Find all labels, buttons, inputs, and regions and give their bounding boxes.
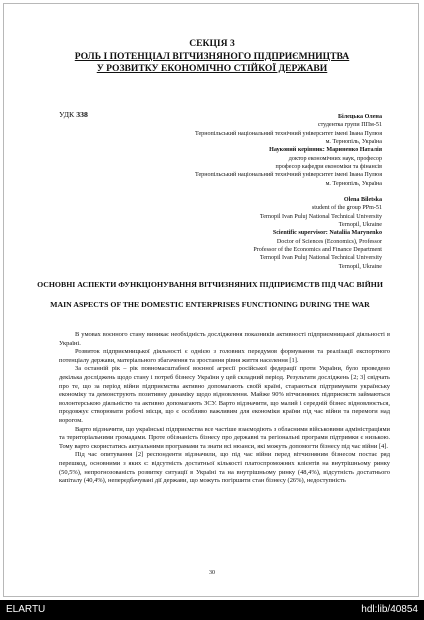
author-city: м. Тернопіль, Україна — [325, 139, 382, 146]
article-body — [59, 331, 390, 486]
supervisor-position: професор кафедри економіки та фінансів — [275, 164, 382, 171]
footer-handle: hdl:lib/40854 — [361, 604, 418, 615]
footer-bar — [0, 600, 424, 620]
section-title-line-1: РОЛЬ І ПОТЕНЦІАЛ ВІТЧИЗНЯНОГО ПІДПРИЄМНИЦТВА — [74, 51, 350, 62]
article-title-en: MAIN ASPECTS OF THE DOMESTIC ENTERPRISES FUNCTIONING DURING THE WAR — [50, 300, 370, 309]
author-university-en: Ternopil Ivan Puluj National Technical University — [259, 213, 382, 220]
supervisor-name-en: Scientific supervisor: Nataliia Marynenko — [272, 230, 382, 237]
paragraph: Під час опитування [2] респонденти відзначили, що під час війни перед вітчизняним бізнесом постає ряд перешкод, основними з яких є: відсутність достатньої кількості платоспроможних клієнтів на внутрішньому ринку (50,5%), непрогнозованість розвитку ситуації в Україні та на внутрішньому ринку (48,4%), відсутність достатнього капіталу (40,4%), непередбачувані дії держави, що можуть погіршити стан бізнесу (26%), недоступність — [59, 451, 390, 485]
supervisor-degree: доктор економічних наук, професор — [288, 155, 382, 162]
supervisor-university: Тернопільський національний технічний університет імені Івана Пулюя — [194, 172, 382, 179]
supervisor-position-en: Professor of the Economics and Finance Department — [253, 247, 382, 254]
authors-ua — [195, 113, 382, 188]
paragraph: Розвиток підприємницької діяльності є однією з головних передумов формування та реалізації експортного потенціалу держави, матеріального збагачення та зростання рівня життя населення [1]. — [59, 348, 390, 364]
authors-en — [253, 196, 382, 271]
paragraph: В умовах воєнного стану виникає необхідність дослідження показників активності підприємницької діяльності в Україні. — [59, 331, 390, 347]
author-group: студентка групи ППм-51 — [317, 122, 382, 129]
author-name: Білецька Олена — [338, 114, 382, 120]
author-name-en: Olena Biletska — [343, 197, 382, 203]
supervisor-city: м. Тернопіль, Україна — [325, 180, 382, 187]
author-city-en: Ternopil, Ukraine — [338, 222, 382, 229]
section-number: СЕКЦІЯ 3 — [189, 38, 235, 49]
article-title-ua: ОСНОВНІ АСПЕКТИ ФУНКЦІОНУВАННЯ ВІТЧИЗНЯНИХ ПІДПРИЄМСТВ ПІД ЧАС ВІЙНИ — [37, 280, 383, 289]
udk-code: УДК 338 — [59, 110, 88, 119]
page-number: 30 — [209, 570, 215, 576]
author-group-en: student of the group PPm-51 — [311, 205, 382, 212]
supervisor-university-en: Ternopil Ivan Puluj National Technical University — [259, 255, 382, 262]
footer-repository: ELARTU — [6, 604, 46, 615]
supervisor-degree-en: Doctor of Sciences (Economics), Professor — [276, 238, 382, 245]
supervisor-name: Науковий керівник: Мариненко Наталія — [269, 147, 382, 154]
author-university: Тернопільський національний технічний університет імені Івана Пулюя — [194, 130, 382, 137]
paragraph: Варто відзначити, що українські підприємства все частіше взаємодіють з обласними військовими адміністраціями та територіальними громадами. Проте обізнаність бізнесу про державні та регіональні програми підтримки є низькою. Тому варто скористатись актуальними програмами та знати всі нюанси, які можуть допомогти бізнесу під час війни [4]. — [59, 425, 390, 450]
paragraph: За останній рік – рік повномасштабної воєнної агресії російської федерації проти України, було проведено декілька досліджень щодо стану і потреб бізнесу України у цей складний період. Результати досліджень [2; 3] свідчать про те, що за період війни підприємства активно допомагають своїй країні, стараються підтримувати українську економіку та демонструють позитивну динаміку щодо відновлення. Майже 90% вітчизняних підприємств займаються волонтерською діяльністю та активно допомагають ЗСУ. Варто відзначити, що малий і середній бізнес відновлюється, продовжує створювати робочі місця, що є особливо важливим для економіки країни під час війни та перемоги над ворогом. — [59, 365, 390, 424]
section-title-line-2: У РОЗВИТКУ ЕКОНОМІЧНО СТІЙКОЇ ДЕРЖАВИ — [96, 63, 328, 74]
supervisor-city-en: Ternopil, Ukraine — [338, 263, 382, 270]
